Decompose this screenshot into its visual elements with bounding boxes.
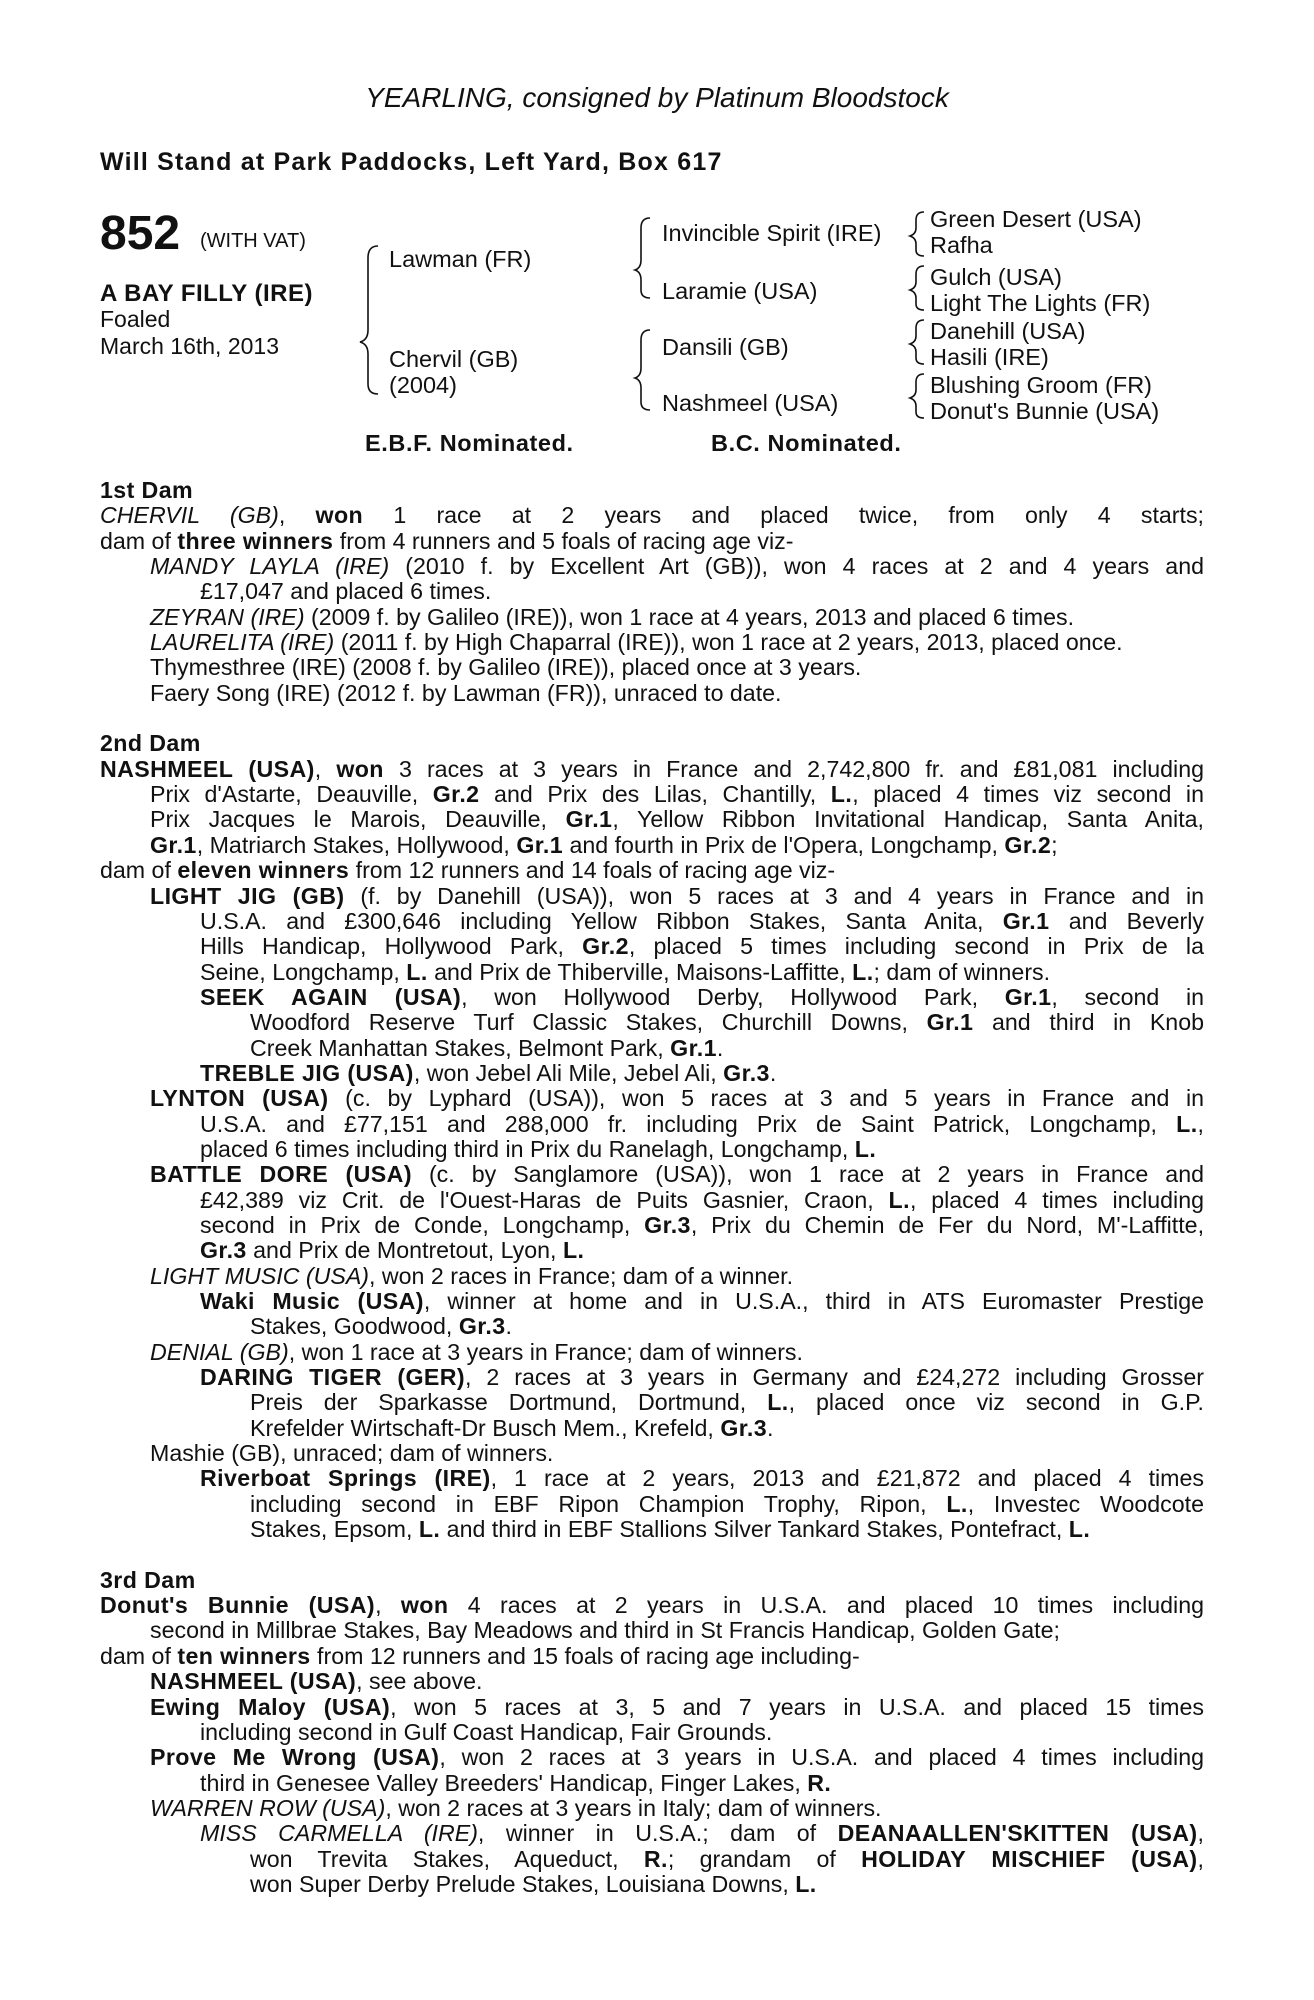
text-line: won Trevita Stakes, Aqueduct, R.; grandam of HOLIDAY MISCHIEF (USA), [250, 1846, 1204, 1872]
bc-nomination: B.C. Nominated. [711, 430, 902, 456]
text-line: TREBLE JIG (USA), won Jebel Ali Mile, Jebel Ali, Gr.3. [200, 1059, 777, 1086]
text-line: LYNTON (USA) (c. by Lyphard (USA)), won 5 races at 3 and 5 years in France and in [150, 1086, 1204, 1112]
text-line: LIGHT JIG (GB) (f. by Danehill (USA)), won 5 races at 3 and 4 years in France and in [150, 883, 1204, 909]
text-line: dam of ten winners from 12 runners and 15 foals of racing age including- [100, 1642, 860, 1669]
text-line: Prix d'Astarte, Deauville, Gr.2 and Prix des Lilas, Chantilly, L., placed 4 times viz second in [150, 782, 1204, 808]
text-line: DARING TIGER (GER), 2 races at 3 years in Germany and £24,272 including Grosser [200, 1365, 1204, 1391]
text-line: Gr.1, Matriarch Stakes, Hollywood, Gr.1 and fourth in Prix de l'Opera, Longchamp, Gr.2; [150, 831, 1058, 858]
text-line: Prix Jacques le Marois, Deauville, Gr.1, Yellow Ribbon Invitational Handicap, Santa Anita, [150, 807, 1204, 833]
text-line: third in Genesee Valley Breeders' Handicap, Finger Lakes, R. [200, 1769, 832, 1796]
text-line: dam of eleven winners from 12 runners and 14 foals of racing age viz- [100, 857, 836, 884]
foaled-date: March 16th, 2013 [100, 333, 280, 359]
text-line: Seine, Longchamp, L. and Prix de Thiberville, Maisons-Laffitte, L.; dam of winners. [200, 958, 1051, 985]
pedigree-ggp: Rafha [930, 232, 993, 258]
text-line: Stakes, Epsom, L. and third in EBF Stallions Silver Tankard Stakes, Pontefract, L. [250, 1516, 1091, 1543]
pedigree-ggp: Gulch (USA) [930, 264, 1062, 290]
text-line: WARREN ROW (USA), won 2 races at 3 years in Italy; dam of winners. [150, 1794, 882, 1821]
text-line: Woodford Reserve Turf Classic Stakes, Churchill Downs, Gr.1 and third in Knob [250, 1010, 1204, 1036]
pedigree-ggp: Danehill (USA) [930, 318, 1086, 344]
text-line: Mashie (GB), unraced; dam of winners. [150, 1440, 554, 1467]
text-line: Stakes, Goodwood, Gr.3. [250, 1313, 512, 1340]
text-line: Waki Music (USA), winner at home and in U.S.A., third in ATS Euromaster Prestige [200, 1289, 1204, 1314]
section-second-dam: 2nd Dam [100, 730, 201, 757]
section-first-dam: 1st Dam [100, 477, 194, 503]
text-line: MISS CARMELLA (IRE), winner in U.S.A.; dam of DEANAALLEN'SKITTEN (USA), [200, 1821, 1204, 1847]
text-line: ZEYRAN (IRE) (2009 f. by Galileo (IRE)), won 1 race at 4 years, 2013 and placed 6 times. [150, 603, 1075, 630]
text-line: U.S.A. and £77,151 and 288,000 fr. including Prix de Saint Patrick, Longchamp, L., [200, 1111, 1204, 1137]
text-line: £17,047 and placed 6 times. [200, 578, 492, 605]
text-line: Thymesthree (IRE) (2008 f. by Galileo (IRE)), placed once at 3 years. [150, 654, 862, 681]
section-third-dam: 3rd Dam [100, 1566, 196, 1593]
brace-parents [360, 246, 378, 394]
spacer [100, 1542, 1204, 1567]
pedigree-dam-year: (2004) [389, 372, 457, 398]
pedigree-ggp: Hasili (IRE) [930, 344, 1049, 370]
text-line: BATTLE DORE (USA) (c. by Sanglamore (USA)), won 1 race at 2 years in France and [150, 1162, 1204, 1188]
text-line: Prove Me Wrong (USA), won 2 races at 3 years in U.S.A. and placed 4 times including [150, 1745, 1204, 1771]
pedigree-ggp: Green Desert (USA) [930, 206, 1142, 232]
text-line: Donut's Bunnie (USA), won 4 races at 2 years in U.S.A. and placed 10 times including [100, 1593, 1204, 1619]
text-line: placed 6 times including third in Prix du Ranelagh, Longchamp, L. [200, 1135, 877, 1162]
pedigree-dam-dam: Nashmeel (USA) [662, 390, 839, 416]
text-line: DENIAL (GB), won 1 race at 3 years in France; dam of winners. [150, 1338, 803, 1365]
text-line: SEEK AGAIN (USA), won Hollywood Derby, Hollywood Park, Gr.1, second in [200, 984, 1204, 1010]
pedigree-sire: Lawman (FR) [389, 246, 532, 272]
pedigree-sire-dam: Laramie (USA) [662, 278, 818, 304]
text-line: LAURELITA (IRE) (2011 f. by High Chaparral (IRE)), won 1 race at 2 years, 2013, placed once. [150, 629, 1123, 656]
text-line: £42,389 viz Crit. de l'Ouest-Haras de Puits Gasnier, Craon, L., placed 4 times including [200, 1187, 1204, 1213]
text-line: NASHMEEL (USA), see above. [150, 1668, 483, 1695]
text-line: LIGHT MUSIC (USA), won 2 races in France; dam of a winner. [150, 1262, 794, 1289]
brace-sire-parents [635, 218, 650, 298]
text-line: NASHMEEL (USA), won 3 races at 3 years in France and 2,742,800 fr. and £81,081 including [100, 756, 1204, 782]
vat-note: (WITH VAT) [200, 230, 306, 252]
text-line: including second in Gulf Coast Handicap, Fair Grounds. [200, 1718, 773, 1745]
pedigree-ggp: Light The Lights (FR) [930, 290, 1151, 316]
text-line: Ewing Maloy (USA), won 5 races at 3, 5 and 7 years in U.S.A. and placed 15 times [150, 1694, 1204, 1720]
text-line: Krefelder Wirtschaft-Dr Busch Mem., Krefeld, Gr.3. [250, 1414, 774, 1441]
text-line: second in Prix de Conde, Longchamp, Gr.3, Prix du Chemin de Fer du Nord, M'-Laffitte, [200, 1212, 1204, 1238]
pedigree-dam-sire: Dansili (GB) [662, 334, 789, 360]
catalogue-header: YEARLING, consigned by Platinum Bloodstock [365, 82, 949, 113]
text-line: Faery Song (IRE) (2012 f. by Lawman (FR)), unraced to date. [150, 679, 782, 706]
text-line: dam of three winners from 4 runners and 5 foals of racing age viz- [100, 527, 794, 554]
brace-dam-parents [635, 330, 650, 410]
lot-name: A BAY FILLY (IRE) [100, 280, 313, 307]
pedigree-ggp: Blushing Groom (FR) [930, 372, 1152, 398]
text-line: Creek Manhattan Stakes, Belmont Park, Gr.1. [250, 1034, 724, 1061]
text-line: Riverboat Springs (IRE), 1 race at 2 years, 2013 and £21,872 and placed 4 times [200, 1466, 1204, 1492]
text-line: including second in EBF Ripon Champion Trophy, Ripon, L., Investec Woodcote [250, 1491, 1204, 1517]
spacer [100, 706, 1204, 731]
text-line: Hills Handicap, Hollywood Park, Gr.2, placed 5 times including second in Prix de la [200, 934, 1204, 960]
text-line: U.S.A. and £300,646 including Yellow Ribbon Stakes, Santa Anita, Gr.1 and Beverly [200, 908, 1204, 934]
pedigree-dam: Chervil (GB) [389, 346, 519, 372]
pedigree-sire-sire: Invincible Spirit (IRE) [662, 220, 882, 246]
text-line: Preis der Sparkasse Dortmund, Dortmund, L., placed once viz second in G.P. [250, 1390, 1204, 1416]
text-line: second in Millbrae Stakes, Bay Meadows and third in St Francis Handicap, Golden Gate; [150, 1617, 1060, 1644]
pedigree-ggp: Donut's Bunnie (USA) [930, 398, 1160, 424]
text-line: CHERVIL (GB), won 1 race at 2 years and placed twice, from only 4 starts; [100, 503, 1204, 529]
text-line: MANDY LAYLA (IRE) (2010 f. by Excellent Art (GB)), won 4 races at 2 and 4 years and [150, 554, 1204, 580]
text-line: won Super Derby Prelude Stakes, Louisiana Downs, L. [250, 1870, 817, 1897]
stand-location: Will Stand at Park Paddocks, Left Yard, Box 617 [100, 148, 723, 176]
ebf-nomination: E.B.F. Nominated. [365, 430, 574, 456]
catalogue-body [100, 478, 1204, 1897]
lot-number: 852 [100, 207, 181, 260]
text-line: Gr.3 and Prix de Montretout, Lyon, L. [200, 1237, 585, 1264]
foaled-label: Foaled [100, 306, 171, 332]
